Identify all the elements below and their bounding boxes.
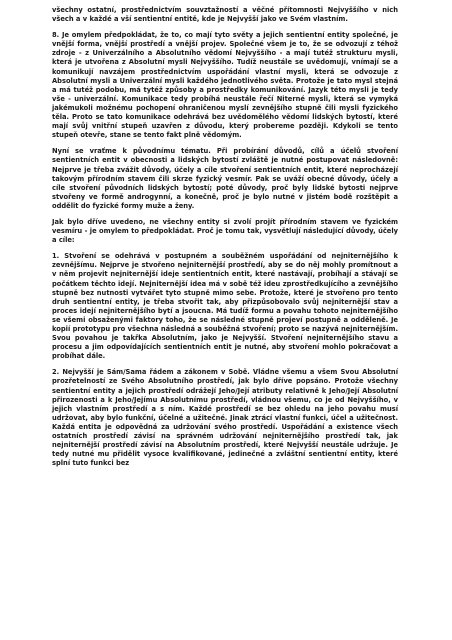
paragraph-intro-continuation: všechny ostatní, prostřednictvím souvztažností a věčné přítomnosti Nejvyššího v nich všech a v každé a vší sentientní entitě, kde je Nejvyšší jako ve Svém vlastním. — [52, 6, 398, 24]
paragraph-8: 8. Je omylem předpokládat, že to, co mají tyto světy a jejich sentientní entity společné, je vnější forma, vnější prostředí a vnější projev. Společné všem je to, že se odvozují z téhož zdroje - z Univerzálního a Absolutního vědomí Nejvyššího - a mají tutéž strukturu mysli, která je utvořena z Absolutní mysli Nejvyššího. Tudíž neustále se uvědomují, vnímají se a komunikují navzájem prostřednictvím uspořádání vlastní mysli, která se odvozuje z Absolutní mysli a Univerzální mysli každého jednotlivého světa. Protože je tato mysl stejná a má tutéž podobu, má tytéž způsoby a prostředky komunikování. Jazyk této mysli je tedy vše - univerzální. Komunikace tedy probíhá neustále řečí Niterné mysli, která se vymyká jakémukoli možnému pochopení ohraničenou myslí zevnějšího stupně čili mysli fyzického těla. Proto se tato komunikace odehrává bez uvědomělého vědomí lidských bytostí, které mají svůj vnitřní stupeň uzavřen z důvodu, který probereme později. Kdykoli se tento stupeň otevře, stane se tento fakt plně vědomým. — [52, 31, 398, 140]
document-page — [52, 6, 398, 475]
paragraph-point-2: 2. Nejvyšší je Sám/Sama řádem a zákonem v Sobě. Vládne všemu a všem Svou Absolutní prozřetelností ze Svého Absolutního prostředí, jak bylo dříve popsáno. Protože všechny sentientní entity a jejich prostředí odrážejí Jeho/Její atributy relativně k Jeho/Její Absolutní přirozenosti a k Jeho/Jejímu Absolutnímu prostředí, vládnou všemu, co je od Nejvyššího, v jejich vlastním prostředí a s ním. Každé prostředí se bez ohledu na jeho povahu musí udržovat, aby bylo funkční, účelné a užitečné. Jinak ztrácí vlastní funkci, účel a užitečnost. Každá entita je odpovědná za udržování svého prostředí. Uspořádání a existence všech ostatních prostředí závisí na správném udržování nejniternějšího prostředí tak, jak nejniternější prostředí závisí na Absolutním prostředí, které Nejvyšší neustále udržuje. Je tedy nutné mu přidělit vysoce kvalifikované, jedinečné a zvláštní sentientní entity, které splní tuto funkci bez — [52, 368, 398, 468]
paragraph-return-to-topic: Nyní se vraťme k původnímu tématu. Při probírání důvodů, cílů a účelů stvoření sentientních entit v obecnosti a lidských bytostí zvláště je nutné postupovat následovně: Nejprve je třeba zvážit důvody, účely a cíle stvoření sentientních entit, které neprocházejí takovým přírodním stavem čili skrze fyzický vesmír. Pak se uváží obecné důvody, účely a cíle stvoření původních lidských bytostí; poté důvody, proč byly lidské bytosti nejprve stvořeny ve formě androgynní, a konečně, proč je bylo nutné v jistém bodě rozštěpit a oddělit do fyzické formy muže a ženy. — [52, 147, 398, 210]
paragraph-reasons-intro: Jak bylo dříve uvedeno, ne všechny entity si zvolí projít přírodním stavem ve fyzickém vesmíru - je omylem to předpokládat. Proč je tomu tak, vysvětlují následující důvody, účely a cíle: — [52, 217, 398, 245]
paragraph-point-1: 1. Stvoření se odehrává v postupném a souběžném uspořádání od nejniternějšího k zevnějšímu. Nejprve je stvořeno nejniternější prostředí, aby se do něj mohly promítnout a v něm projevit nejniternější ideje sentientních entit, které nastávají, probíhají a stávají se počátkem těchto idejí. Nejniternější idea má v sobě též ideu zprostředkujícího a zevnějšího stupně bez nutnosti vytvářet tyto stupně mimo sebe. Protože, které je stvořeno pro tento druh sentientní entity, je třeba stvořit tak, aby přizpůsobovalo svůj nejniternější stav a proces idejí nejniternějšího bytí a jsoucna. Má tudíž formu a povahu tohoto nejniternějšího se všemi obsaženými faktory toho, že se následné stupně projeví postupně a odděleně. Je kopií prototypu pro všechna následná a souběžná stvoření; proto se nazývá nejniternějším. Svou povahou je takřka Absolutním, jako je Nejvyšší. Stvoření nejniternějšího stavu a procesu a jim odpovídajících sentientních entit je nutné, aby stvoření mohlo pokračovat a probíhat dále. — [52, 252, 398, 361]
